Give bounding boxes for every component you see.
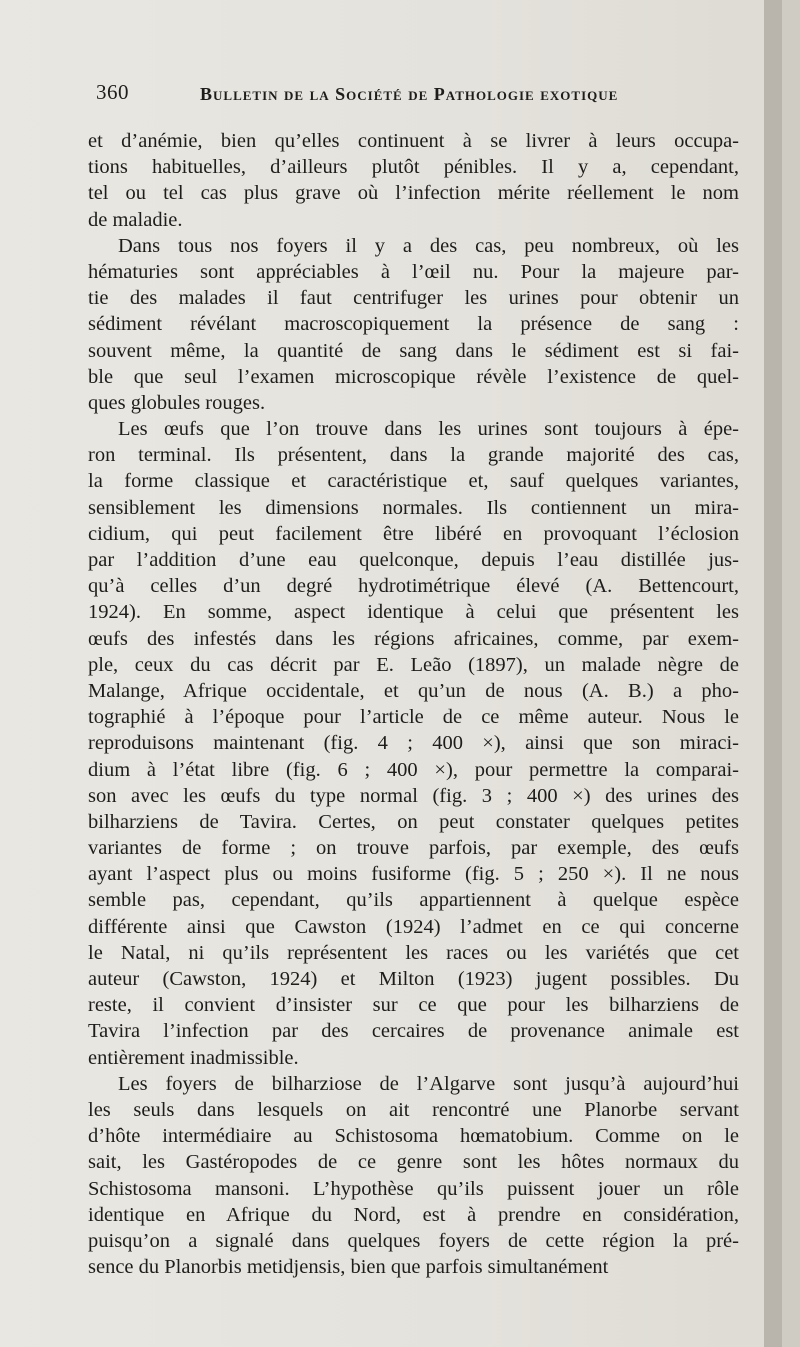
text-line: reste, il convient d’insister sur ce que pour les bilharziens de — [88, 994, 739, 1017]
text-line: par l’addition d’une eau quelconque, depuis l’eau distillée jus- — [88, 549, 739, 571]
text-line: ron terminal. Ils présentent, dans la grande majorité des cas, — [88, 444, 739, 467]
paragraph — [88, 416, 739, 1071]
text-line: les seuls dans lesquels on ait rencontré une Planorbe servant — [88, 1098, 739, 1121]
text-line: différente ainsi que Cawston (1924) l’admet en ce qui concerne — [88, 915, 739, 938]
text-line: Les foyers de bilharziose de l’Algarve sont jusqu’à aujourd’hui — [118, 1072, 739, 1095]
text-line: ple, ceux du cas décrit par E. Leão (1897), un malade nègre de — [88, 653, 739, 676]
text-line: qu’à celles d’un degré hydrotimétrique élevé (A. Bettencourt, — [88, 575, 739, 598]
text-line: sait, les Gastéropodes de ce genre sont les hôtes normaux du — [88, 1151, 739, 1174]
body-text — [88, 128, 739, 1280]
text-line: hématuries sont appréciables à l’œil nu. Pour la majeure par- — [88, 260, 739, 283]
text-line: œufs des infestés dans les régions africaines, comme, par exem- — [88, 627, 739, 650]
text-line: souvent même, la quantité de sang dans le sédiment est si fai- — [88, 339, 739, 362]
text-line: la forme classique et caractéristique et, sauf quelques variantes, — [88, 470, 739, 493]
text-line: reproduisons maintenant (fig. 4 ; 400 ×), ainsi que son miraci- — [88, 732, 739, 755]
text-line: entièrement inadmissible. — [88, 1046, 299, 1069]
text-line: d’hôte intermédiaire au Schistosoma hœmatobium. Comme on le — [88, 1125, 739, 1148]
text-line: tie des malades il faut centrifuger les urines pour obtenir un — [88, 287, 739, 310]
text-line: Malange, Afrique occidentale, et qu’un de nous (A. B.) a pho- — [88, 679, 739, 702]
text-line: variantes de forme ; on trouve parfois, par exemple, des œufs — [88, 837, 739, 860]
text-line: ques globules rouges. — [88, 391, 266, 414]
text-line: tions habituelles, d’ailleurs plutôt pénibles. Il y a, cependant, — [88, 156, 739, 179]
text-line: bilharziens de Tavira. Certes, on peut constater quelques petites — [88, 810, 739, 833]
text-line: dium à l’état libre (fig. 6 ; 400 ×), pour permettre la comparai- — [88, 758, 739, 781]
text-line: sédiment révélant macroscopiquement la présence de sang : — [88, 313, 739, 336]
text-line: cidium, qui peut facilement être libéré en provoquant l’éclosion — [88, 522, 739, 545]
text-line: auteur (Cawston, 1924) et Milton (1923) jugent possibles. Du — [88, 968, 739, 990]
text-line: semble pas, cependant, qu’ils appartiennent à quelque espèce — [88, 889, 739, 912]
text-line: tographié à l’époque pour l’article de ce même auteur. Nous le — [88, 706, 739, 729]
text-line: Schistosoma mansoni. L’hypothèse qu’ils puissent jouer un rôle — [88, 1177, 739, 1200]
text-line: et d’anémie, bien qu’elles continuent à se livrer à leurs occupa- — [88, 130, 739, 152]
page-edge — [764, 0, 782, 1347]
text-line: ble que seul l’examen microscopique révèle l’existence de quel- — [88, 365, 739, 388]
text-line: son avec les œufs du type normal (fig. 3 ; 400 ×) des urines des — [88, 784, 739, 807]
text-line: le Natal, ni qu’ils représentent les races ou les variétés que cet — [88, 941, 739, 964]
text-line: identique en Afrique du Nord, est à prendre en considération, — [88, 1203, 739, 1226]
text-line: tel ou tel cas plus grave où l’infection mérite réellement le nom — [88, 182, 739, 205]
paragraph — [88, 1071, 739, 1281]
text-line: ayant l’aspect plus ou moins fusiforme (fig. 5 ; 250 ×). Il ne nous — [88, 863, 739, 886]
text-line: Tavira l’infection par des cercaires de provenance animale est — [88, 1020, 739, 1043]
text-line: de maladie. — [88, 208, 183, 231]
text-line: 1924). En somme, aspect identique à celui que présentent les — [88, 601, 739, 624]
text-line: sence du Planorbis metidjensis, bien que parfois simultanément — [88, 1256, 609, 1279]
running-title: Bulletin de la Société de Pathologie exotique — [200, 84, 619, 104]
paragraph — [88, 128, 739, 233]
text-line: puisqu’on a signalé dans quelques foyers de cette région la pré- — [88, 1229, 739, 1252]
page-header — [96, 80, 746, 110]
page-number: 360 — [96, 80, 129, 104]
text-line: sensiblement les dimensions normales. Ils contiennent un mira- — [88, 496, 739, 519]
paragraph — [88, 233, 739, 416]
text-line: Les œufs que l’on trouve dans les urines sont toujours à épe- — [118, 418, 739, 441]
text-line: Dans tous nos foyers il y a des cas, peu nombreux, où les — [118, 234, 739, 257]
